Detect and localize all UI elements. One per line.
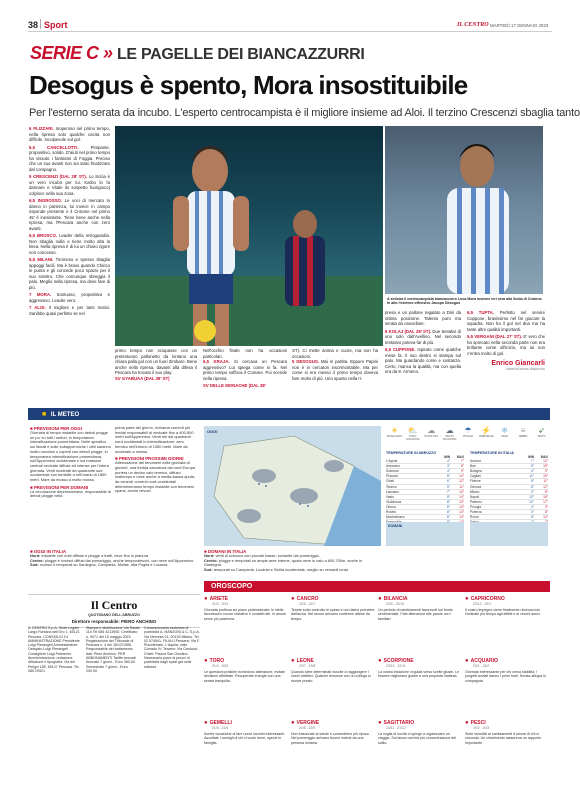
- zodiac-icon: ●: [465, 658, 469, 664]
- sign-dates: 24/8 - 22/9: [299, 726, 316, 730]
- temp-col-label: MIN: [444, 455, 450, 459]
- horoscope-sign: [291, 720, 375, 745]
- legend-label: SOLEGGIATO: [386, 435, 403, 438]
- rating-text: Le voci di mercato lo danno in partenza, lui invece in campo risponde presente e il Crotone nel primo 45' è inesistente. Tiene bene anche nella ripresa, ma l'Pescara anche con zero avanti.: [29, 198, 110, 231]
- gyabuaa-heading: SV GYABUAA (DAL 38' ST): [115, 375, 170, 381]
- temp-min: 8°: [530, 484, 534, 489]
- sign-name: SCORPIONE: [383, 658, 414, 664]
- temp-max: 12°: [459, 479, 464, 484]
- zodiac-icon: ●: [291, 596, 295, 602]
- legend-label: MOLTO NUVOLOSO: [442, 435, 457, 441]
- weather-symbol-icon: ☁: [445, 426, 454, 435]
- city-name: Genova: [470, 484, 482, 489]
- temp-min: 12°: [529, 499, 534, 504]
- temp-min: 6°: [446, 479, 450, 484]
- temp-max: 13°: [459, 499, 464, 504]
- city-name: Cagliari: [470, 474, 481, 479]
- temp-min: 7°: [446, 489, 450, 494]
- sign-dates: 23/9 - 22/10: [386, 602, 405, 606]
- horoscope-sign: [291, 596, 375, 621]
- headline: Desogus è spento, Mora insostituibile: [29, 70, 468, 100]
- rating-lead: 5 CRESCENZI (DAL 28' ST).: [29, 174, 88, 179]
- rating-paragraph: [385, 310, 461, 327]
- subheadline: Per l'esterno serata da incubo. L'esperto centrocampista è il migliore insieme ad Aloi. Il terzino Crescenzi sbaglia tanto: [29, 107, 580, 119]
- map-tomorrow-small: [386, 522, 464, 546]
- zodiac-icon: ●: [378, 720, 382, 726]
- rating-paragraph: [29, 126, 110, 143]
- aloi-continued: primo tempo non sciupasse con un pretestuoso pallonetto da lontano una chiara palla gol con un fuori Zimbaro. Bene anche nella ripresa, davanti alla difesa il Pescara ha trovato il suo play.: [115, 348, 197, 375]
- player-mora-illustration: [115, 126, 383, 346]
- temp-col-label: MAX: [456, 455, 464, 459]
- copyright-note: ©RIPRODUZIONE RISERVATA: [505, 367, 545, 371]
- rating-paragraph: [467, 310, 545, 332]
- sign-dates: 22/6 - 22/7: [299, 602, 316, 606]
- zodiac-icon: ●: [204, 596, 208, 602]
- sign-dates: 23/7 - 23/8: [299, 664, 316, 668]
- sign-text: La voglia di novità vi spinge a organizzare un viaggio. Sul lavoro servirà più concentrazione del solito.: [378, 732, 457, 745]
- delle-monache-text: ST). Ci mette anima e cuore, ma non ha occasioni.: [292, 348, 378, 359]
- ratings-column-4: [292, 348, 378, 383]
- temp-min: 7°: [530, 459, 534, 464]
- temp-abruzzo-heading: TEMPERATURE IN ABRUZZO: [386, 451, 437, 455]
- weather-legend: [386, 426, 550, 448]
- sign-dates: 21/5 - 21/6: [212, 726, 229, 730]
- horoscope-sign: [378, 720, 462, 745]
- legend-label: TEMPORALE: [479, 435, 494, 438]
- rating-paragraph: [29, 174, 110, 196]
- newspaper-brand: IL CENTRO: [457, 22, 489, 28]
- temp-min: 10°: [529, 494, 534, 499]
- temp-max: 14°: [459, 474, 464, 479]
- city-name: Teramo: [386, 484, 397, 489]
- sign-text: Le questioni pratiche richiedono attenzione, evitate decisioni affrettate. Recuperate energie con una serata tranquilla.: [204, 670, 285, 683]
- horoscope-title: OROSCOPO: [211, 583, 253, 590]
- meteo-forecast-col2: [115, 426, 197, 494]
- map-tomorrow-label: DOMANI: [388, 524, 403, 528]
- sign-text: Avrete occasione di fare nuovi incontri interessanti. Ascoltate i consigli di chi vi vuole bene, specie in famiglia.: [204, 732, 286, 745]
- zodiac-icon: ●: [204, 658, 208, 664]
- forecast-tomorrow-cont: prima parte del giorno, richiama correnti più fredde responsabili di nevicate fino a 400-500 metri sull'Appennino. Venti nei dai quadranti nord occidentali in intensificazione; zero termico nell'intorno di 1350 metri. Mare da moderato a mosso.: [115, 425, 194, 454]
- temp-max: 14°: [459, 494, 464, 499]
- rating-paragraph: [292, 359, 378, 381]
- sign-name: PESCI: [470, 720, 486, 726]
- rating-lead: 6,5 INGROSSO.: [29, 198, 62, 203]
- horoscope-sign: [378, 596, 462, 621]
- zodiac-icon: ●: [378, 596, 382, 602]
- temp-max: 12°: [543, 459, 548, 464]
- horoscope-sign: [378, 658, 462, 679]
- weather-symbol-icon: ⚡: [481, 426, 492, 435]
- temp-italia-heading: TEMPERATURE IN ITALIA: [470, 451, 514, 455]
- sign-text: Giornata interessante per chi cerca stabilità: i progetti avviati danno i primi frutti. Serata allegra in compagnia.: [465, 670, 546, 683]
- legend-item: [460, 426, 477, 441]
- city-name: Firenze: [470, 479, 481, 484]
- sign-text: Siete sensibili ai cambiamenti d'umore di chi vi circonda. Un chiarimento rasserena un rapporto importante.: [465, 732, 542, 745]
- sign-dates: 20/1 - 18/2: [473, 664, 490, 668]
- rating-paragraph: [29, 233, 110, 255]
- forecast-tomorrow-text: La circolazione depressionaria, responsabile di deboli piogge nella: [30, 488, 111, 499]
- weather-symbol-icon: ☁: [427, 426, 436, 435]
- city-name: Giulianova: [386, 499, 402, 504]
- map-today-label: OGGI: [207, 429, 218, 434]
- forecast-days-heading: ■ PREVISIONI PROSSIMI GIORNI: [115, 456, 184, 462]
- city-name: Roma: [470, 515, 479, 520]
- rating-text: E' vero che ha sprecato nella seconda parte non era brillante come all'inizio, ma lui non c'entra molto di gol.: [467, 334, 545, 356]
- rating-lead: 5 DESOGUS.: [292, 359, 320, 364]
- imprint-left: IL CENTRO S.p.A. Sede Legale Largo Fontana dell'Oro 1, 65121 Pescara. CONSIGLIO DI AMMINISTRAZIONE Presidente Luigi Pierangeli Amministratore Delegato Luigi Pierangeli Consigliere Luigi Palmerini. Amministrazione, redazione, diffusione e tipografia: Via dei Peligni 185, 65127 Pescara. Tel. 085 20521.: [28, 626, 80, 673]
- weather-symbol-icon: ⛅: [407, 426, 418, 435]
- sign-text: Il vostro impegno viene finalmente riconosciuto. Dedicate più tempo agli affetti e ai vecchi amici.: [465, 608, 541, 617]
- rating-lead: 6,5 BROSCO.: [29, 233, 58, 238]
- city-name: Roseto: [386, 510, 397, 515]
- rating-lead: SV DELLE MONACHE (DAL 38': [203, 383, 266, 388]
- forecast-today-text: Giornata di tempo instabile con deboli piogge un po' su tutti i settori, in temporanea intensificazione pomeridiana. Nelle specifico sui litorali e sulle subappenniche i cieli saranno molto nuvolosi o coperti con deboli piogge, in temporanea intensificazione pomeridiana, sull'Appennino occidentale e sui massicci centrali nevicate diffuse ed intense per l'intera giornata. Venti moderati da quadrante sud occidentale con temibile a nell'orario di 1850 metri. Mare da mosso a molto mosso.: [30, 430, 111, 483]
- sign-text: Tenete sotto controllo le spese e non fatevi prendere dall'ansia. Nel lavoro arrivano conferme attese da tempo.: [291, 608, 375, 621]
- kicker-topic: LE PAGELLE DEI BIANCAZZURRI: [116, 46, 365, 63]
- temp-max: 9°: [460, 469, 464, 474]
- rating-lead: 6,5 CUPPONE.: [385, 347, 416, 352]
- temp-max: 8°: [544, 489, 548, 494]
- zodiac-icon: ●: [204, 720, 208, 726]
- region-forecast: rovesci e temporali su Sardegna, Campania, Molise, alta Puglia e Lucania.: [39, 562, 169, 568]
- temp-max: 7°: [460, 459, 464, 464]
- temp-max: 9°: [544, 469, 548, 474]
- zodiac-icon: ●: [291, 720, 295, 726]
- imprint-box: [28, 594, 200, 778]
- temp-min: 8°: [446, 474, 450, 479]
- legend-item: [515, 426, 532, 441]
- city-name: Pescara: [386, 474, 398, 479]
- kicker-separator: »: [102, 43, 113, 63]
- meteo-bar: [28, 408, 550, 420]
- rating-text: Si cercava un Pescara aggressivo? Lui spiega come si fa. Nel primo tempo soffoca il Crotone. Poi scende nella ripresa.: [203, 359, 287, 381]
- temp-min: 3°: [530, 510, 534, 515]
- rating-text: Tiromeso e spesso sbaglia appoggi facili. Ma è bravo quando Chirico le punta e gli concede poco spazio per il suo sinistro. Che comunque sbreggia il palo. Meglio nella ripresa, ma deve fare di più.: [29, 257, 110, 290]
- rating-lead: 6,5 TUPTA.: [467, 310, 494, 315]
- weather-symbol-icon: ☀: [390, 426, 399, 435]
- zodiac-icon: ●: [465, 596, 469, 602]
- imprint-director: Direttore responsabile: PIERO ANCHINO: [28, 619, 200, 628]
- legend-label: NEVE: [501, 435, 508, 438]
- rating-paragraph: [29, 292, 110, 303]
- rating-lead: 7 MORA.: [29, 292, 52, 297]
- region-label: Nord:: [204, 553, 216, 558]
- ratings-column-5: [385, 310, 461, 377]
- weather-symbol-icon: ➶: [538, 426, 545, 435]
- italy-today: [30, 549, 202, 568]
- rating-text: Due tentativi di uno solo dall'Avellino. Nel secondo tentativo poteva far di più.: [385, 328, 461, 345]
- city-name: Ancona: [470, 459, 481, 464]
- city-name: Avezzano: [386, 464, 400, 469]
- city-name: Sulmona: [386, 469, 399, 474]
- legend-item: [404, 426, 421, 441]
- italy-today-heading: ■ OGGI IN ITALIA: [30, 549, 66, 554]
- legend-item: [386, 426, 403, 441]
- temp-min: 4°: [446, 459, 450, 464]
- city-name: Bologna: [470, 469, 482, 474]
- photo-caption: A sinistra il centrocampista biancazzurro Luca Mora insieme ieri sera alla Sciòa di Crotone. In alto l'esterno offensivo Jacopo Desogus: [387, 297, 543, 306]
- sign-dates: 21/4 - 20/5: [212, 664, 229, 668]
- temp-col-label: MAX: [540, 455, 548, 459]
- header-divider: [40, 19, 41, 29]
- region-label: Sud:: [30, 562, 40, 568]
- sign-dates: 23/10 - 22/11: [386, 664, 406, 668]
- city-name: Napoli: [470, 494, 480, 499]
- temp-min: 3°: [446, 464, 450, 469]
- region-forecast: temporali su Campania, Lucania e Sicilia occidentale, meglio su versanti ionici.: [213, 567, 350, 573]
- temp-min: 3°: [530, 489, 534, 494]
- ratings-column-6: [467, 310, 545, 373]
- sign-name: ARIETE: [209, 596, 228, 602]
- city-name: L'Aquila: [386, 459, 398, 464]
- temp-max: 14°: [543, 515, 548, 520]
- region-forecast: instabile con nubi diffuse e piogge a tratti, neve fino in pianura.: [41, 553, 150, 558]
- sign-name: LEONE: [296, 658, 314, 664]
- rating-paragraph: [385, 329, 461, 346]
- zodiac-icon: ●: [465, 720, 469, 726]
- temp-min: 4°: [446, 469, 450, 474]
- imprint-right: Concessionaria esclusiva di pubblicità A. MANZONI & C. S.p.A. Via Nervesa 21, 20139 Milano. Tel. 02 574941. FILIALI Pescara: Via F. Pizzoferrato. L'Aquila: viale Corrado IV. Teramo: Via Carducci. Chieti: Piazza San Giustino. Necessaria porre ai prezzi di pubblicità dagli spazi già nelle edizioni.: [144, 626, 200, 669]
- region-forecast: piogge e rovesci diffusi dal pomeriggio, anche temporaleschi, con neve sull'Appennino.: [44, 557, 195, 563]
- sign-name: TORO: [209, 658, 224, 664]
- sign-name: SAGITTARIO: [383, 720, 415, 726]
- legend-item: [533, 426, 550, 441]
- sign-name: CANCRO: [296, 596, 319, 602]
- rating-lead: 6,5 CANCELLOTTI.: [29, 144, 79, 150]
- player-desogus-illustration: [385, 126, 543, 294]
- italy-region-line: [30, 563, 202, 568]
- section-name: Sport: [44, 20, 68, 30]
- weather-symbol-icon: ☂: [464, 426, 472, 435]
- horoscope-sign: [204, 658, 288, 683]
- rating-text: Inoperoso nel primo tempo, nella ripresa solo qualche uscita non difficile. Incolpevole sul gol.: [29, 126, 110, 142]
- legend-label: POCO NUVOLOSO: [406, 435, 420, 441]
- horoscope-sign: [465, 658, 549, 683]
- temp-min: 5°: [530, 479, 534, 484]
- temp-max: 11°: [543, 479, 548, 484]
- temp-max: 15°: [543, 464, 548, 469]
- region-label: Sud:: [204, 567, 214, 573]
- ratings-column-2: [115, 348, 197, 381]
- sign-text: Non trascurate la salute e concedetevi più riposo. Nel pomeriggio arrivano buone notizie da una persona lontana.: [291, 732, 370, 745]
- city-name: Ortona: [386, 504, 396, 509]
- rating-paragraph: [203, 359, 287, 381]
- sign-dates: 22/12 - 19/1: [473, 602, 492, 606]
- city-name: Potenza: [470, 510, 482, 515]
- author-signature: Enrico Giancarli: [491, 360, 545, 367]
- temp-max: 13°: [459, 510, 464, 515]
- rating-paragraph: [29, 257, 110, 290]
- rating-text: Leader della retroguardia. Non sbaglia nulla e tiene molto alta la linea. Nella ripresa è di lui un chiaro rigore non concesso.: [29, 233, 110, 255]
- rating-lead: 6,5 KRAJA.: [203, 359, 230, 364]
- legend-item: [478, 426, 495, 441]
- rating-text: Perfetto nel servire Cuppone, bravissimo nel far giocare la squadra. Non ha il gol nel dna ma ha tante altre qualità importanti.: [467, 310, 545, 332]
- italy-region-line: [204, 568, 381, 573]
- zodiac-icon: ●: [291, 658, 295, 664]
- rating-paragraph: [203, 383, 287, 389]
- temp-max: 11°: [459, 484, 464, 489]
- legend-label: NUVOLOSO: [424, 435, 439, 438]
- horoscope-sign: [204, 596, 288, 621]
- sign-text: Giornata proficua sul piano professionale: le stelle favoriscono nuove iniziative e contatti utili. In amore serve più pazienza.: [204, 608, 287, 621]
- temp-min: 4°: [530, 469, 534, 474]
- meteo-arrow-icon: ■: [42, 411, 47, 418]
- map-after-small: [470, 522, 548, 546]
- rating-paragraph: [29, 198, 110, 231]
- sign-name: BILANCIA: [383, 596, 408, 602]
- region-label: Centro:: [30, 557, 45, 563]
- weather-symbol-icon: ❄: [501, 426, 509, 435]
- legend-label: NEBBIA: [518, 435, 528, 438]
- map-today: [204, 426, 381, 546]
- temp-max: 8°: [544, 510, 548, 515]
- sign-text: La vostra intuizione vi guida verso scelte giuste. Le finanze migliorano grazie a una proposta inattesa.: [378, 670, 460, 679]
- legend-item: [423, 426, 440, 441]
- temp-abruzzo: [386, 451, 464, 525]
- imprint-logo: Il Centro: [90, 598, 138, 612]
- meteo-title: IL METEO: [50, 412, 80, 418]
- horoscope-sign: [465, 596, 549, 617]
- temp-min: 4°: [530, 504, 534, 509]
- horoscope-sign: [291, 658, 375, 683]
- page-number: 38: [28, 20, 39, 30]
- zodiac-icon: ●: [378, 658, 382, 664]
- region-label: Nord:: [30, 553, 42, 558]
- photo-mora: [115, 126, 383, 346]
- forecast-days-text: Attenuazione dei fenomeni nella giornata di giovedì, una fredda saccatura dal nord Europa porterà un deciso calo termico, diffuso maltempo e neve anche a media-bassa quota; da venerdì correnti nord-occidentali determineranno tempo instabile con fenomeni sparsi, anche nevosi.: [115, 460, 196, 494]
- city-name: Lanciano: [386, 489, 399, 494]
- temp-min: 8°: [446, 504, 450, 509]
- sign-dates: 23/11 - 21/12: [386, 726, 406, 730]
- rating-text: Sontuoso, propositivo e aggressivo. Leader vero.: [29, 292, 110, 303]
- legend-item: [441, 426, 458, 441]
- temp-max: 15°: [543, 494, 548, 499]
- legend-label: PIOGGIA: [462, 435, 474, 438]
- city-name: Milano: [470, 489, 480, 494]
- sign-name: CAPRICORNO: [470, 596, 505, 602]
- rating-lead: 7 ALOI.: [29, 305, 46, 310]
- region-forecast: piogge e temporali su ampie aree interne, quota neve in calo a 600-700m, anche in Sardegna.: [204, 557, 363, 568]
- city-name: Chieti: [386, 479, 395, 484]
- temp-italia: [470, 451, 548, 525]
- rating-text: Ispirato come qualche mese fa. Il suo destro si stampa sul palo. Ma guardando corse e sostanza. Certo, manca la qualità, ma con quella era da 8. Armeno.: [385, 347, 461, 374]
- region-forecast: venti di scirocco con piovute basse; schiarite dal pomeriggio.: [215, 553, 320, 558]
- legend-label: VENTO: [537, 435, 546, 438]
- horoscope-sign: [204, 720, 288, 745]
- italy-tomorrow-heading: ■ DOMANI IN ITALIA: [204, 549, 247, 554]
- temp-max: 14°: [459, 504, 464, 509]
- temp-min: 11°: [529, 474, 534, 479]
- region-label: Centro:: [204, 557, 219, 563]
- rating-paragraph: [29, 305, 110, 316]
- imprint-mid: Stampa e distribuzione Via Raiale 110 Tel 085 4213900. Certificato n. 9071 del 15 maggio 2023. Registrazione del Tribunale di Pescara n. 4 del 18/12/1985. Responsabile del trattamento dati: Piero Anchino. PER ABBONAMENTI Tariffe annuali: Annuale 7 giorni - Euro 380,00. Semestrale 7 giorni - Euro 200,00.: [86, 626, 140, 673]
- temp-max: 12°: [543, 484, 548, 489]
- temp-max: 15°: [543, 474, 548, 479]
- issue-date: MARTEDÌ 17 GENNAIO 2023: [490, 23, 549, 28]
- sign-dates: 19/2 - 20/3: [473, 726, 490, 730]
- temp-min: 8°: [446, 515, 450, 520]
- sign-text: Un periodo di cambiamenti favorevoli sul fronte sentimentale. Fate attenzione alle parole con i familiari.: [378, 608, 453, 621]
- sign-name: GEMELLI: [209, 720, 232, 726]
- rating-text: Lo Sciòa è un vero incubo per lui. Karbo lo fa dannare e Vitale ilo sospetto fuorigioco) colpisce nella sua zona.: [29, 174, 110, 196]
- rating-lead: 5,5 VERGANI (DAL 27' ST).: [467, 334, 522, 339]
- rating-paragraph: [385, 347, 461, 375]
- sign-name: VERGINE: [296, 720, 320, 726]
- rating-paragraph: [467, 334, 545, 356]
- temp-min: 8°: [530, 515, 534, 520]
- meteo-forecast-col1: [30, 426, 112, 499]
- imprint-tagline: QUOTIDIANO DELL'ABRUZZO: [88, 613, 140, 617]
- temp-min: 8°: [446, 510, 450, 515]
- horoscope-sign: [465, 720, 549, 745]
- temp-max: 8°: [460, 464, 464, 469]
- sign-dates: 21/3 - 20/4: [212, 602, 229, 606]
- legend-item: [496, 426, 513, 441]
- city-name: Vasto: [386, 494, 394, 499]
- temp-max: 9°: [544, 504, 548, 509]
- rating-lead: 5,5 MILANI.: [29, 257, 54, 262]
- horoscope-grid: [204, 596, 550, 782]
- forecast-tomorrow-heading: ■ PREVISIONI PER DOMANI: [30, 484, 89, 490]
- ratings-column-1: [29, 126, 110, 318]
- sign-name: ACQUARIO: [470, 658, 498, 664]
- forecast-today-heading: ■ PREVISIONI PER OGGI: [30, 426, 82, 431]
- temp-max: 14°: [459, 515, 464, 520]
- city-name: Montesilvano: [386, 515, 405, 520]
- temp-max: 13°: [459, 489, 464, 494]
- temp-min: 8°: [446, 494, 450, 499]
- temp-col-label: MIN: [528, 455, 534, 459]
- temp-min: 5°: [446, 484, 450, 489]
- sign-text: Quando siete determinati riuscite a raggiungere i vostri obiettivi. Qualche tensione con un collega si risolve presto.: [291, 670, 371, 683]
- rating-lead: 6 KOLAJ (DAL 28' ST).: [385, 328, 432, 334]
- kicker-league: SERIE C: [30, 43, 99, 63]
- abruzzo-map-today: [204, 426, 381, 546]
- kicker: [30, 43, 365, 64]
- gyabuaa-text: Nell'occhio finale non ha occasioni particolari.: [203, 348, 287, 359]
- italy-tomorrow: [204, 549, 381, 573]
- city-name: Palermo: [470, 499, 482, 504]
- city-name: Bari: [470, 464, 476, 469]
- rating-text: Pimpante, propositivo, solido. D'aiuti nel primo tempo ha vissuto i fantasmi di Foggia. Preciso che un suo avanti non sia stato finalizzato dal compagno.: [29, 144, 110, 172]
- weather-symbol-icon: ≡: [520, 426, 526, 435]
- rating-lead: 6 PLIZZARI.: [29, 126, 54, 131]
- horoscope-bar: [204, 581, 550, 592]
- temp-min: 9°: [530, 464, 534, 469]
- ratings-column-3: [203, 348, 287, 391]
- rating-paragraph: [29, 145, 110, 173]
- city-name: Perugia: [470, 504, 481, 509]
- photo-desogus: [385, 126, 543, 294]
- rating-text: presa e un pallone regalato a Dini da ottima posizione. Talento puro ma serata da cancellare.: [385, 310, 461, 326]
- rating-text: Mai in partita. Eppure Papini non è in cercatori insormontabile. Ma per come si era messo il primo tempo doveva fare molto di più. Uno spunto nella ri-: [292, 359, 378, 381]
- rating-text: Il migliore e per tanti motivi. Sanibbe quasi perfetto se nel: [29, 305, 110, 316]
- temp-min: 8°: [446, 499, 450, 504]
- temp-max: 17°: [543, 499, 548, 504]
- page-header: [28, 18, 552, 32]
